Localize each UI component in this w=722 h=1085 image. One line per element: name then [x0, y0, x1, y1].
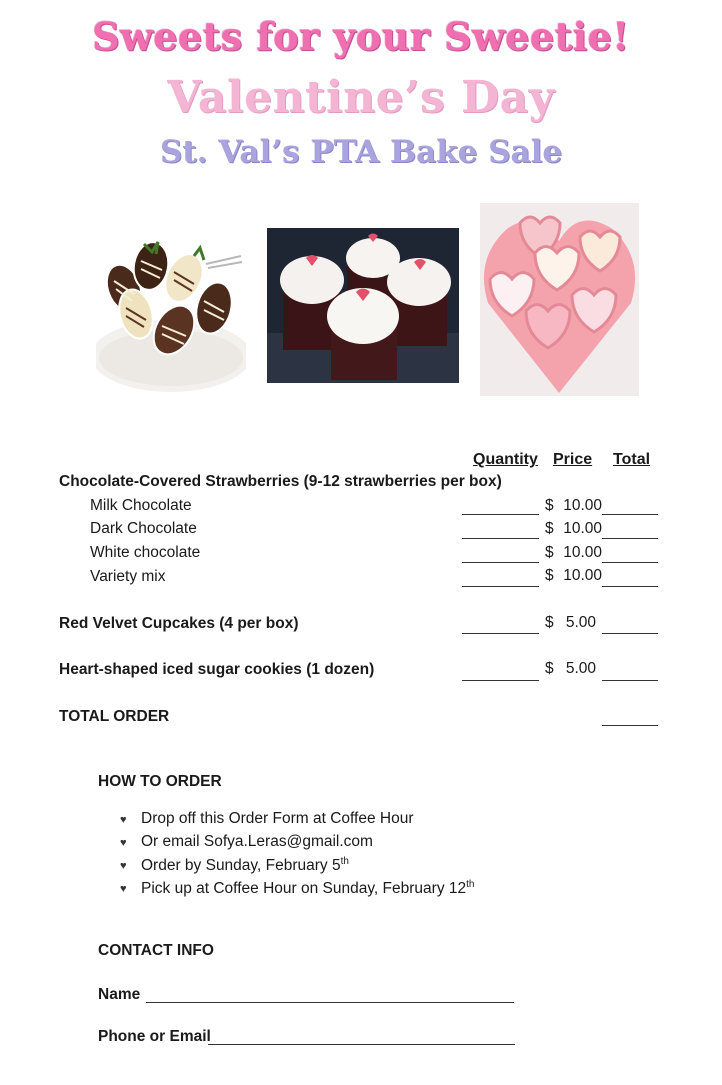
- heart-bullet-icon: ♥: [120, 814, 127, 826]
- total-field[interactable]: [602, 514, 658, 515]
- item-price: 5.00: [565, 614, 596, 631]
- currency-symbol: $: [545, 497, 554, 514]
- currency-symbol: $: [545, 544, 554, 561]
- quantity-column-header: Quantity: [473, 451, 538, 468]
- instruction-line: [141, 856, 349, 875]
- strawberries-heading: Chocolate-Covered Strawberries (9-12 strawberries per box): [59, 473, 502, 490]
- total-order-label: TOTAL ORDER: [59, 708, 170, 725]
- item-label: Dark Chocolate: [90, 520, 197, 537]
- quantity-field[interactable]: [462, 586, 539, 587]
- item-price: 10.00: [563, 497, 602, 514]
- instruction-line: [141, 879, 474, 898]
- quantity-field[interactable]: [462, 680, 539, 681]
- item-price: 10.00: [563, 567, 602, 584]
- currency-symbol: $: [545, 520, 554, 537]
- ordinal-suffix: th: [466, 879, 475, 890]
- quantity-field[interactable]: [462, 562, 539, 563]
- quantity-field[interactable]: [462, 538, 539, 539]
- item-label: Red Velvet Cupcakes (4 per box): [59, 615, 299, 632]
- item-label: Variety mix: [90, 568, 166, 585]
- red-velvet-cupcakes-photo: [267, 228, 459, 383]
- instruction-text: Pick up at Coffee Hour on Sunday, February 12: [141, 880, 467, 898]
- item-label: White chocolate: [90, 544, 201, 561]
- currency-symbol: $: [545, 660, 554, 677]
- item-price: 10.00: [563, 520, 602, 537]
- instruction-text: Or email Sofya.Leras@gmail.com: [141, 833, 373, 850]
- contact-info-heading: CONTACT INFO: [98, 942, 214, 959]
- item-label: Heart-shaped iced sugar cookies (1 dozen): [59, 661, 375, 678]
- chocolate-covered-strawberries-photo: [96, 226, 246, 404]
- total-column-header: Total: [613, 451, 651, 468]
- heart-bullet-icon: ♥: [120, 837, 127, 849]
- event-name: St. Val’s PTA Bake Sale: [159, 134, 563, 170]
- total-field[interactable]: [602, 538, 658, 539]
- total-order-field[interactable]: [602, 725, 658, 726]
- name-label: Name: [98, 986, 141, 1003]
- flyer-title: Sweets for your Sweetie!: [92, 14, 630, 59]
- name-field[interactable]: [146, 1002, 514, 1003]
- instruction-text: Order by Sunday, February 5: [141, 857, 341, 875]
- ordinal-suffix: th: [340, 856, 349, 867]
- heart-bullet-icon: ♥: [120, 883, 127, 895]
- phone-or-email-field[interactable]: [208, 1044, 515, 1045]
- currency-symbol: $: [545, 614, 554, 631]
- phone-or-email-label: Phone or Email: [98, 1028, 211, 1045]
- heart-bullet-icon: ♥: [120, 860, 127, 872]
- currency-symbol: $: [545, 567, 554, 584]
- total-field[interactable]: [602, 562, 658, 563]
- item-price: 10.00: [563, 544, 602, 561]
- heart-cookies-photo: [480, 203, 639, 396]
- quantity-field[interactable]: [462, 514, 539, 515]
- how-to-order-heading: HOW TO ORDER: [98, 773, 222, 790]
- total-field[interactable]: [602, 633, 658, 634]
- quantity-field[interactable]: [462, 633, 539, 634]
- total-field[interactable]: [602, 586, 658, 587]
- item-price: 5.00: [565, 660, 596, 677]
- item-label: Milk Chocolate: [90, 497, 192, 514]
- total-field[interactable]: [602, 680, 658, 681]
- flyer-subtitle: Valentine’s Day: [167, 72, 555, 123]
- price-column-header: Price: [553, 451, 593, 468]
- instruction-text: Drop off this Order Form at Coffee Hour: [141, 810, 414, 827]
